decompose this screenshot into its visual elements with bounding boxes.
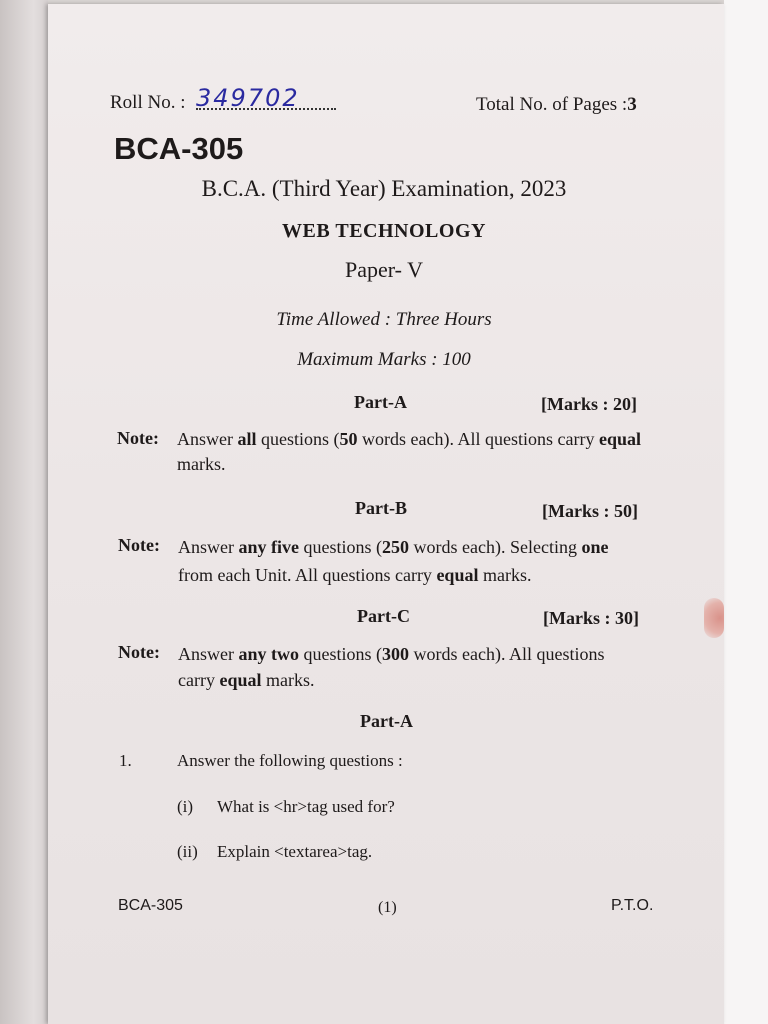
part-b-note-label: Note: bbox=[118, 535, 160, 555]
note-emphasis: equal bbox=[598, 429, 641, 449]
part-a-note-label: Note: bbox=[117, 428, 159, 448]
thumb-shadow bbox=[704, 598, 724, 638]
paper-code: BCA-305 bbox=[114, 131, 244, 166]
note-emphasis: all bbox=[237, 429, 257, 449]
paper-number: Paper- V bbox=[345, 257, 423, 282]
part-a-note-line1 bbox=[177, 429, 641, 450]
question-number: 1. bbox=[119, 751, 132, 770]
sub-question-number: (ii) bbox=[177, 842, 198, 861]
note-text: questions ( bbox=[299, 537, 382, 557]
note-text: marks. bbox=[478, 565, 532, 585]
note-text: Answer bbox=[177, 429, 238, 449]
note-text: words each). All questions bbox=[409, 644, 605, 664]
note-emphasis: any five bbox=[238, 537, 299, 557]
total-pages bbox=[476, 94, 637, 116]
exam-title bbox=[0, 176, 768, 202]
note-text: questions ( bbox=[299, 644, 383, 664]
part-a-title: Part-A bbox=[354, 392, 407, 412]
part-c-note-label: Note: bbox=[118, 642, 160, 662]
note-text: words each). All questions carry bbox=[357, 429, 599, 449]
sub-question-text: Explain <textarea>tag. bbox=[217, 842, 373, 861]
note-emphasis: equal bbox=[219, 670, 262, 690]
note-emphasis: 250 bbox=[382, 537, 409, 557]
part-a-marks: [Marks : 20] bbox=[541, 394, 637, 414]
page-margin-right bbox=[724, 0, 768, 1024]
part-a-note-line2: marks. bbox=[177, 454, 226, 474]
exam-title-text: B.C.A. (Third Year) Examination, 2023 bbox=[201, 176, 567, 201]
note-emphasis: equal bbox=[436, 565, 479, 585]
subject-title: WEB TECHNOLOGY bbox=[282, 220, 486, 242]
note-text: marks. bbox=[261, 670, 315, 690]
note-emphasis: any two bbox=[238, 644, 300, 664]
time-allowed: Time Allowed : Three Hours bbox=[276, 309, 492, 330]
footer-page-number: (1) bbox=[378, 899, 397, 916]
total-pages-value: 3 bbox=[627, 94, 637, 115]
part-c-marks: [Marks : 30] bbox=[543, 608, 639, 628]
note-emphasis: 300 bbox=[382, 644, 410, 664]
book-spine-shadow bbox=[0, 0, 48, 1024]
note-emphasis: one bbox=[581, 537, 609, 557]
sub-question-number: (i) bbox=[177, 797, 194, 816]
question-text: Answer the following questions : bbox=[177, 751, 403, 770]
part-c-note-line2 bbox=[178, 670, 314, 691]
sub-question-text: What is <hr>tag used for? bbox=[217, 797, 395, 816]
part-b-marks: [Marks : 50] bbox=[542, 501, 638, 521]
part-c-title: Part-C bbox=[357, 606, 410, 626]
part-c-note-line1 bbox=[178, 644, 604, 665]
total-pages-label: Total No. of Pages : bbox=[476, 94, 628, 115]
footer-pto: P.T.O. bbox=[611, 897, 654, 914]
note-text: carry bbox=[178, 670, 220, 690]
note-text: Answer bbox=[178, 537, 239, 557]
note-text: Answer bbox=[178, 644, 239, 664]
note-text: words each). Selecting bbox=[409, 537, 582, 557]
note-emphasis: 50 bbox=[339, 429, 358, 449]
part-b-note-line2 bbox=[178, 565, 531, 586]
maximum-marks: Maximum Marks : 100 bbox=[297, 349, 471, 370]
part-b-note-line1 bbox=[178, 537, 608, 558]
roll-number-dotted-line bbox=[196, 108, 336, 110]
roll-number-handwritten: 349702 bbox=[196, 84, 300, 112]
roll-number-label: Roll No. : bbox=[110, 92, 186, 113]
part-b-title: Part-B bbox=[355, 498, 407, 518]
footer-paper-code: BCA-305 bbox=[118, 897, 183, 914]
note-text: questions ( bbox=[256, 429, 340, 449]
section-heading-part-a: Part-A bbox=[360, 711, 413, 731]
note-text: from each Unit. All questions carry bbox=[178, 565, 437, 585]
